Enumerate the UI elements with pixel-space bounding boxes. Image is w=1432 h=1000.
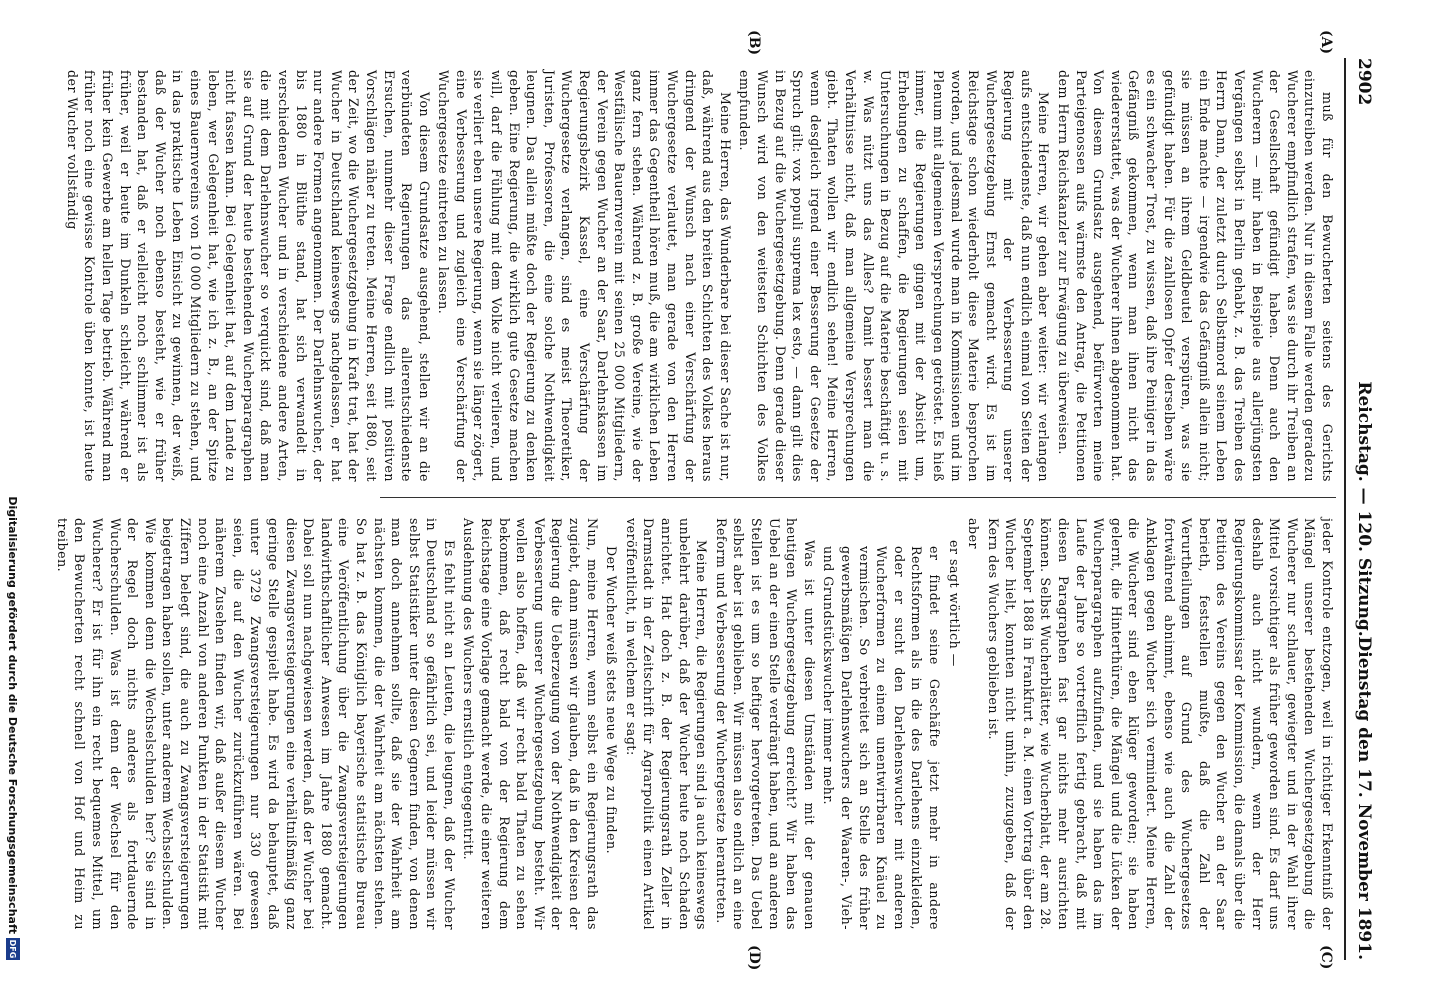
column-divider (380, 497, 1336, 498)
left-column (6, 70, 1336, 482)
paragraph: jeder Kontrole entzogen, weil in richtiger Erkenntniß der Mängel unserer bestehenden Wuchergesetzgebung die Wucherer nur schlauer, gewiegter und in der Wahl ihrer Mittel vorsichtiger als früher geworden sind. Es darf uns deshalb auch nicht wundern, wenn der Herr Regierungskommissar der Kommission, die damals über die Petition des Vereins gegen den Wucher an der Saar berieth, feststellen mußte, daß die Zahl der Verurtheilungen auf Grund des Wuchergesetzes fortwährend abnimmt, ebenso wie auch die Zahl der Anklagen gegen Wucher sich vermindert. Meine Herren, die Wucherer sind eben klüger geworden; sie haben gelernt, die Hinterthüren, die Mängel und die Lücken der Wucherparagraphen aufzufinden, und sie haben das im Laufe der Jahre so vortrefflich fertig gebracht, daß mit diesen Paragraphen fast gar nichts mehr ausrichten können. Selbst Wucherblätter, wie Wucherblatt, der am 28. September 1888 in Frankfurt a. M. einen Vortrag über den Wucher hielt, konnten nicht umhin, zuzugeben, daß der Kern des Wuchers geblieben ist. (985, 518, 1335, 930)
margin-marker-a: (A) (1318, 30, 1334, 55)
paragraph: Was ist unter diesen Umständen mit der genauen heutigen Wuchergesetzgebung erreicht? Wir haben das Uebel an der einen Stelle verdrängt haben, und an anderen Stellen ist es um so heftiger hervorgetreten. Das Uebel selbst aber ist geblieben. Wir müssen also endlich an eine Reform und Verbesserung der Wuchergesetze herantreten. (713, 518, 817, 930)
digitization-footer (0, 30, 26, 960)
page-number: 2902 (1354, 58, 1374, 106)
margin-marker-b: (B) (746, 30, 762, 56)
paragraph: Meine Herren, wir gehen aber weiter: wir verlangen aufs entschiedenste, daß nun endlich einmal von Seiten der Regierung mit der Verbesserung unserer Wuchergesetzgebung Ernst gemacht wird. Es ist im Reichstage schon wiederholt diese Materie besprochen worden, und jedesmal wurde man in Kommissionen und im Plenum mit allgemeinen Versprechungen getröstet. Es hieß immer, die Regierungen gingen mit der Absicht um, Erhebungen zu schaffen, die Regierungen seien mit Untersuchungen in Bezug auf die Materie beschäftigt u. s. w. Was nützt uns das Alles? Damit bessert man die Verhältnisse nicht, daß man allgemeine Versprechungen giebt. Thaten wollen wir endlich sehen! Meine Herren, wenn desgleich irgend einer Besserung der Gesetze der Spruch gilt: vox populi suprema lex esto, — dann gilt dies in Bezug auf die Wuchergesetzgebung. Denn gerade dieser Wunsch wird von den weitesten Schichten des Volkes empfunden. (737, 70, 1052, 482)
paragraph: Meine Herren, das Wunderbare bei dieser Sache ist nur, daß, während aus den breiten Schichten des Volkes heraus dringend der Wunsch nach einer Verschärfung der Wuchergesetze verlautet, man gerade von den Herren immer das Gegentheil hören muß, die am wirklichen Leben ganz fern stehen. Während z. B. große Vereine, wie der Westfälische Bauernverein mit seinen 25 000 Mitgliedern, der Verein gegen Wucher an der Saar, Darlehnskassen im Regierungsbezirk Kassel, eine Verschärfung der Wuchergesetze verlangen, sind es meist Theoretiker, Juristen, Professoren, die eine solche Nothwendigkeit leugnen. Das allein müßte doch der Regierung zu denken geben. Eine Regierung, die wirklich gute Gesetze machen will, darf die Fühlung mit dem Volke nicht verlieren, und sie verliert eben unsere Regierung, wenn sie länger zögert, eine Verbesserung und zugleich eine Verschärfung der Wuchergesetze eintreten zu lassen. (436, 70, 733, 482)
right-column (6, 518, 1336, 930)
footer-text: Digitalisierung gefördert durch die Deutsche Forschungsgemeinschaft (6, 496, 20, 934)
paragraph: Von diesem Grundsatze ausgehend, stellen wir an die verbündeten Regierungen das allerentschiedenste Ersuchen, nunmehr dieser Frage endlich mit positiven Vorschlägen näher zu treten. Meine Herren, seit 1880, seit der Zeit, wo die Wuchergesetzgebung in Kraft trat, hat der Wucher in Deutschland keineswegs nachgelassen, er hat nur andere Formen angenommen. Der Darlehnswucher, der bis 1880 in Blüthe stand, hat sich verwandelt in verschiedenen Wucher und in verschiedene andere Arten, die mit dem Darlehnswucher so verquickt sind, daß man sie auf Grund der heute bestehenden Wucherparagraphen nicht fassen kann. Bei Gelegenheit hat, auf dem Lande zu leben, wer Gelegenheit hat, wie ich z. B., an der Spitze eines Bauernvereins von 10 000 Mitgliedern zu stehen, und in das praktische Leben Einsicht zu gewinnen, der weiß, daß der Wucher noch ebenso besteht, wie er früher bestanden hat, daß er vielleicht noch schlimmer ist als früher, weil er heute im Dunkeln schleicht, während er früher kein Gewerbe am hellen Tage betrieb. Während man früher noch eine gewisse Kontrole üben konnte, ist heute der Wucher vollständig (64, 70, 432, 482)
paragraph: muß für den Bewucherten seitens des Gerichts einzutreiben werden. Nur in diesem Falle werden geradezu Wucherer empfindlich strafen, was sie durch ihr Treiben an der Gesellschaft gefündigt haben. Denn auch den Wucherern — mir haben in Beispiele aus allerjüngsten Vergängen selbst in Berlin gehabt, z. B. das Treiben des Herrn Dann, der zuletzt durch Selbstmord seinem Leben ein Ende machte — irgendwie das Gefängniß allein nicht; sie müssen an ihrem Geldbeutel verspüren, was sie gefündigt haben. Für die zahllosen Opfer derselben wäre es ein schwacher Trost, zu wissen, daß ihre Peiniger in das Gefängniß gekommen, wenn man ihnen nicht das wiedererstattet, was der Wucherer ihnen abgenommen hat. Von diesem Grundsatz ausgehend, befürworten meine Parteigenossen aufs wärmste den Antrag, die Petitionen dem Herrn Reichskanzler zur Erwägung zu überweisen. (1056, 70, 1335, 482)
paragraph: Meine Herren, die Regierungen sind ja auch keineswegs unbelehrt darüber, daß der Wucher heute noch Schaden anrichtet. Hat doch z. B. der Regierungsrath Zeller in Darmstadt in der Zeitschrift für Agrarpolitik einen Artikel veröffentlicht, in welchem er sagt: (623, 518, 710, 930)
page-header (1344, 58, 1380, 960)
quotation: er findet seine Geschäfte jetzt mehr in andere Rechtsformen als in die des Darlehens einzukleiden, oder er sucht den Darlehenswucher mit anderen Wucherformen zu einem unentwirrbaren Knäuel zu vermischen. So verbreitet sich an Stelle des früher gewerbsmäßigen Darlehnswuchers der Waaren-, Vieh- und Grundstückswucher immer mehr. (821, 546, 942, 930)
margin-marker-c: (C) (1318, 945, 1334, 970)
paragraph: aber (966, 518, 982, 550)
paragraph: Es fehlt nicht an Leuten, die leugnen, daß der Wucher in Deutschland so gefährlich sei, und leider müssen wir selbst Statistiker unter diesen Gegnern finden, von denen man doch annehmen sollte, daß sie der Wahrheit am nächsten kommen, die der Wahrheit am nächsten stehen. So hat z. B. das Königlich bayerische statistische Bureau eine Veröffentlichung über die Zwangsversteigerungen landwirthschaftlicher Anwesen im Jahre 1880 gemacht. Dabei soll nun nachgewiesen werden, daß der Wucher bei diesen Zwangsversteigerungen eine verhältnißmäßig ganz geringe Stelle gespielt habe. Es wird da behauptet, daß unter 3729 Zwangsversteigerungen nur 330 gewesen seien, die auf den Wucher zurückzuführen wären. Bei näherem Zusehen finden wir, daß außer diesem Wucher noch eine Anzahl von anderen Punkten in der Statistik mit Ziffern belegt sind, die auch zu Zwangsversteigerungen beigetragen haben sollen, unter anderem Wechselschulden. Wie kommen denn die Wechselschulden her? Sie sind in der Regel doch nichts anderes als fortdauernde Wucherschulden. Was ist denn der Wechsel für den Wucherer? Er ist für ihn ein recht bequemes Mittel, um den Bewucherten recht schnell von Hof und Heim zu treiben. (54, 518, 457, 930)
margin-marker-d: (D) (746, 945, 762, 971)
dfg-logo: DFG (6, 938, 20, 960)
session-title: Reichstag. — 120. Sitzung. (1354, 381, 1374, 637)
paragraph: Nun, meine Herren, wenn selbst ein Regierungsrath das zugiebt, dann müssen wir glauben, daß in den Kreisen der Regierung die Ueberzeugung von der Nothwendigkeit der Verbesserung unserer Wuchergesetzgebung besteht. Wir wollen also hoffen, daß wir recht bald Thaten zu sehen bekommen, daß recht bald von der Regierung dem Reichstage eine Vorlage gemacht werde, die einer weiteren Ausdehnung des Wuchers ernstlich entgegentritt. (461, 518, 600, 930)
session-date: Dienstag den 17. November 1891. (1354, 636, 1374, 960)
quotation: Der Wucher weiß stets neue Wege zu finden. (604, 546, 620, 855)
paragraph: er sagt wörtlich — (946, 540, 962, 667)
